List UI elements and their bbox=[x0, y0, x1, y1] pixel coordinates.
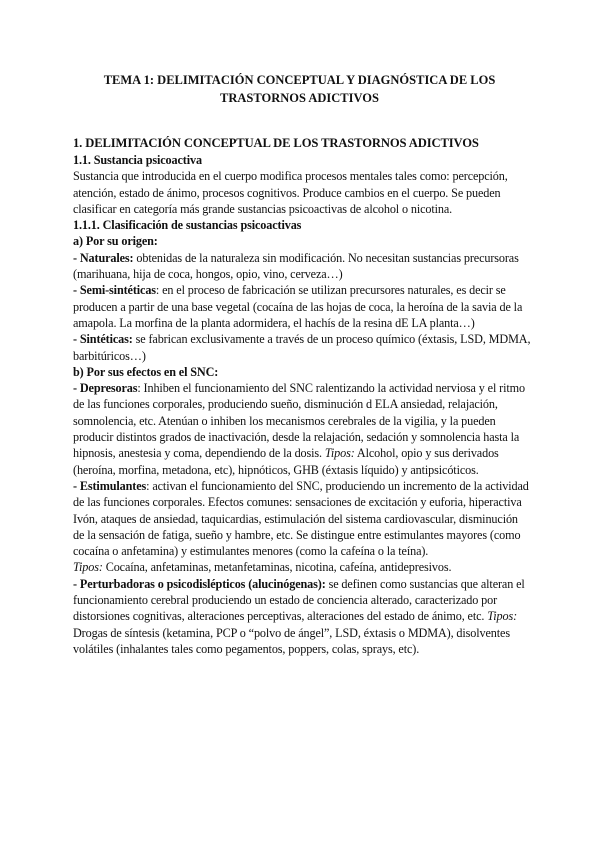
text-perturbadoras-tipos: Drogas de síntesis (ketamina, PCP o “polvo de ángel”, LSD, éxtasis o MDMA), disolventes volátiles (inhalantes tales como pegamentos, poppers, colas, sprays, etc). bbox=[73, 625, 510, 656]
text-estimulantes: : activan el funcionamiento del SNC, produciendo un incremento de la actividad de las funciones corporales. Efectos comunes: sensaciones de excitación y euforia, hiperactiva Ivón, ataques de ansiedad, taquicardias, estimulación del sistema cardiovascular, disminución de la sensación de fatiga, sueño y hambre, etc. Se distingue entre estimulantes mayores (como cocaína o anfetamina) y estimulantes menores (como la cafeína o la teína). bbox=[73, 478, 529, 559]
label-perturbadoras: - Perturbadoras o psicodislépticos (alucinógenas): bbox=[73, 576, 326, 591]
text-naturales: obtenidas de la naturaleza sin modificación. No necesitan sustancias precursoras (marihuana, hija de coca, hongos, opio, vino, cerveza…) bbox=[73, 250, 519, 282]
label-estimulantes-tipos: Tipos: bbox=[73, 560, 103, 575]
label-sinteticas: - Sintéticas: bbox=[73, 332, 133, 347]
subsection-heading-clasificacion: 1.1.1. Clasificación de sustancias psicoactivas bbox=[73, 218, 302, 233]
document-body bbox=[73, 134, 531, 657]
paragraph-depresoras bbox=[73, 380, 531, 478]
page-title-line-2: TRASTORNOS ADICTIVOS bbox=[220, 91, 379, 105]
label-estimulantes: - Estimulantes bbox=[73, 478, 147, 493]
paragraph-estimulantes bbox=[73, 478, 531, 576]
text-perturbadoras: se definen como sustancias que alteran el funcionamiento cerebral produciendo un estado de conciencia alterado, caracterizado por distorsiones cognitivas, alteraciones perceptivas, alteraciones del estado de ánimo, etc. bbox=[73, 576, 525, 624]
paragraph-sinteticas bbox=[73, 331, 531, 364]
text-estimulantes-tipos: Cocaína, anfetaminas, metanfetaminas, nicotina, cafeína, antidepresivos. bbox=[102, 560, 452, 575]
label-depresoras: - Depresoras bbox=[73, 381, 138, 396]
paragraph-sustancia: Sustancia que introducida en el cuerpo modifica procesos mentales tales como: percepción, atención, estado de ánimo, procesos cognitivos. Produce cambios en el cuerpo. Se pueden clasificar en categoría más grande sustancias psicoactivas de alcohol o nicotina. bbox=[73, 169, 508, 216]
heading-efectos-snc: b) Por sus efectos en el SNC: bbox=[73, 364, 219, 379]
paragraph-semi-sinteticas bbox=[73, 282, 531, 331]
section-heading: 1. DELIMITACIÓN CONCEPTUAL DE LOS TRASTORNOS ADICTIVOS bbox=[73, 136, 479, 150]
label-depresoras-tipos: Tipos: bbox=[324, 446, 355, 461]
text-sinteticas: se fabrican exclusivamente a través de un proceso químico (éxtasis, LSD, MDMA, barbitúricos…) bbox=[73, 332, 531, 363]
label-naturales: - Naturales: bbox=[73, 250, 134, 265]
heading-por-su-origen: a) Por su origen: bbox=[73, 234, 158, 249]
label-semi-sinteticas: - Semi-sintéticas bbox=[73, 283, 156, 298]
paragraph-perturbadoras bbox=[73, 576, 531, 657]
text-depresoras: : Inhiben el funcionamiento del SNC ralentizando la actividad nerviosa y el ritmo de las funciones corporales, produciendo sueño, disminución d ELA ansiedad, relajación, somnolencia, etc. Atenúan o inhiben los mecanismos cerebrales de la vigilia, y la pueden producir distintos grados de inactivación, desde la relajación, sedación y somnolencia hasta la hipnosis, anestesia y coma, dependiendo de la dosis. bbox=[73, 381, 525, 461]
label-perturbadoras-tipos: Tipos: bbox=[487, 609, 518, 624]
text-semi-sinteticas: : en el proceso de fabricación se utilizan precursores naturales, es decir se producen a partir de una base vegetal (cocaína de las hojas de coca, la heroína de la savia de la amapola. La morfina de la planta adormidera, el hachís de la resina dE LA planta…) bbox=[73, 283, 523, 330]
text-depresoras-tipos: Alcohol, opio y sus derivados (heroína, morfina, metadona, etc), hipnóticos, GHB (éxtasis líquido) y antipsicóticos. bbox=[73, 446, 499, 477]
subsection-heading-sustancia: 1.1. Sustancia psicoactiva bbox=[73, 153, 202, 167]
page-title bbox=[60, 71, 539, 107]
page-title-line-1: TEMA 1: DELIMITACIÓN CONCEPTUAL Y DIAGNÓSTICA DE LOS bbox=[103, 73, 496, 87]
paragraph-naturales bbox=[73, 250, 531, 283]
